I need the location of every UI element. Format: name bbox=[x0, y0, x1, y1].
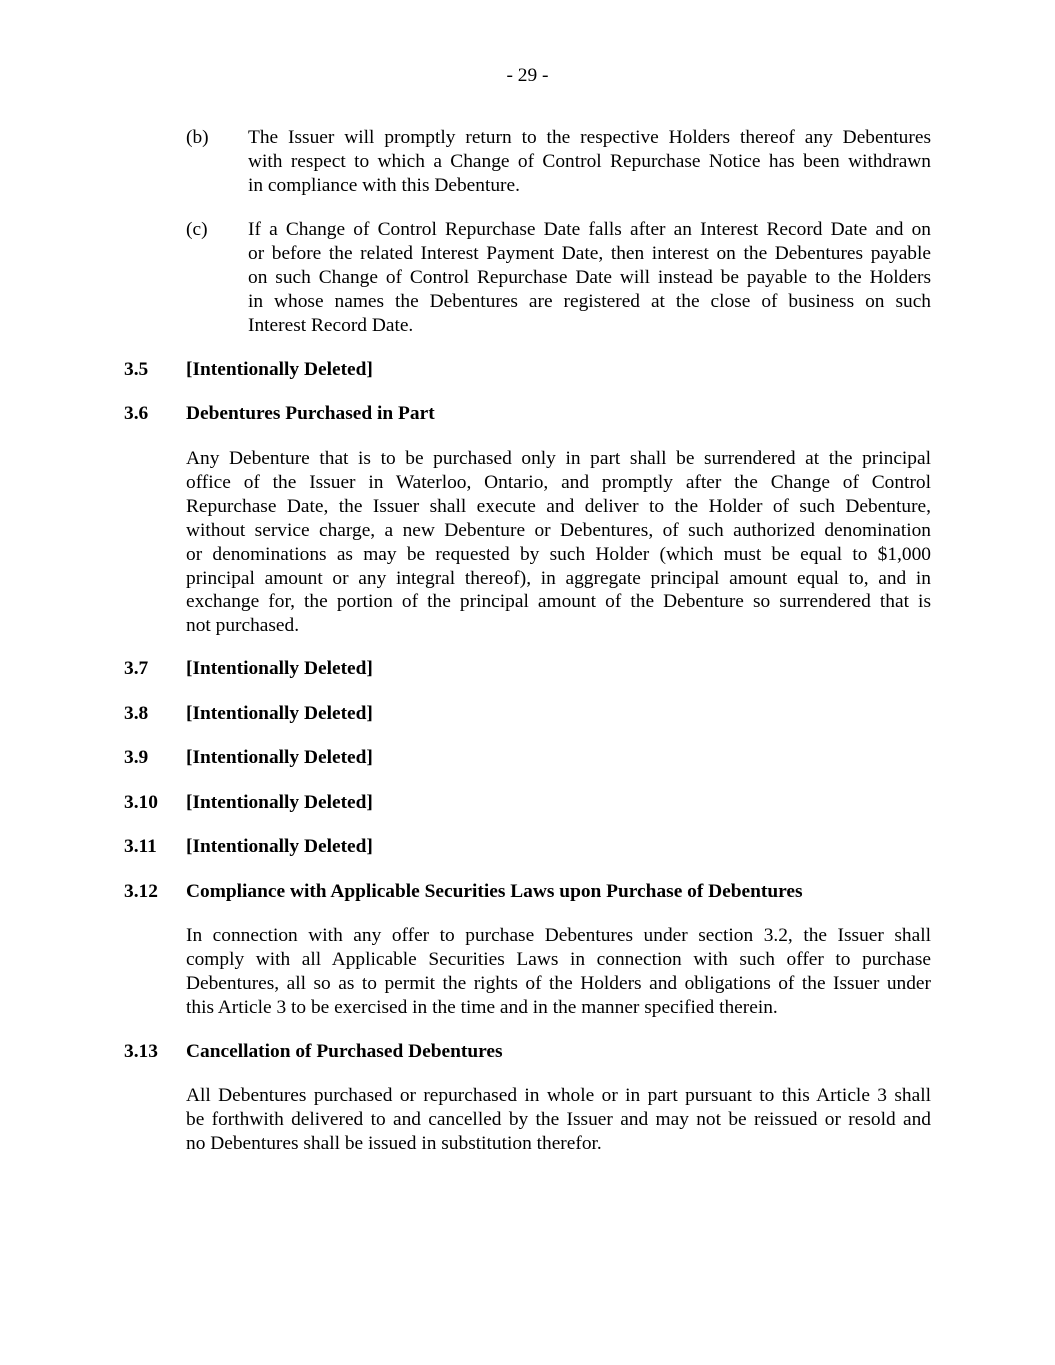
text-line: in whose names the Debentures are registered at the close of business on such bbox=[248, 290, 931, 312]
section-title: [Intentionally Deleted] bbox=[186, 836, 373, 857]
text-line: this Article 3 to be exercised in the time and in the manner specified therein. bbox=[186, 996, 778, 1018]
section-heading bbox=[124, 746, 373, 770]
text-line: or denominations as may be requested by such Holder (which must be equal to $1,000 bbox=[186, 543, 931, 565]
section-heading bbox=[124, 657, 373, 681]
section-number: 3.11 bbox=[124, 836, 157, 857]
text-line: not purchased. bbox=[186, 615, 300, 637]
text-line: principal amount or any integral thereof), in aggregate principal amount equal to, and in bbox=[186, 567, 931, 589]
section-heading bbox=[124, 835, 373, 859]
section-number: 3.5 bbox=[124, 359, 149, 380]
section-number: 3.13 bbox=[124, 1041, 158, 1062]
section-title: Compliance with Applicable Securities Laws upon Purchase of Debentures bbox=[186, 881, 803, 902]
text-line: in compliance with this Debenture. bbox=[248, 174, 520, 196]
section-number: 3.8 bbox=[124, 703, 149, 724]
item-text bbox=[248, 218, 931, 338]
text-line: without service charge, a new Debenture or Debentures, of such authorized denomination bbox=[186, 519, 931, 541]
text-line: The Issuer will promptly return to the respective Holders thereof any Debentures bbox=[248, 127, 931, 148]
section-title: [Intentionally Deleted] bbox=[186, 658, 373, 679]
text-line: If a Change of Control Repurchase Date falls after an Interest Record Date and on bbox=[248, 219, 931, 240]
section-number: 3.7 bbox=[124, 658, 149, 679]
list-item-b bbox=[186, 126, 931, 198]
section-number: 3.10 bbox=[124, 792, 158, 813]
text-line: on such Change of Control Repurchase Date will instead be payable to the Holders bbox=[248, 266, 931, 288]
text-line: In connection with any offer to purchase Debentures under section 3.2, the Issuer shall bbox=[186, 925, 931, 946]
section-body bbox=[186, 1084, 931, 1156]
section-number: 3.9 bbox=[124, 747, 149, 768]
text-line: Interest Record Date. bbox=[248, 314, 414, 336]
text-line: comply with all Applicable Securities Laws in connection with such offer to purchase bbox=[186, 948, 931, 970]
text-line: no Debentures shall be issued in substitution therefor. bbox=[186, 1132, 602, 1154]
section-body bbox=[186, 447, 931, 638]
section-heading bbox=[124, 1040, 503, 1064]
text-line: Repurchase Date, the Issuer shall execute and deliver to the Holder of such Debenture, bbox=[186, 495, 931, 517]
text-line: office of the Issuer in Waterloo, Ontario, and promptly after the Change of Control bbox=[186, 471, 931, 493]
page-number: - 29 - bbox=[506, 65, 549, 86]
section-title: Cancellation of Purchased Debentures bbox=[186, 1041, 503, 1062]
text-line: exchange for, the portion of the principal amount of the Debenture so surrendered that is bbox=[186, 591, 931, 613]
text-line: Debentures, all so as to permit the rights of the Holders and obligations of the Issuer under bbox=[186, 972, 931, 994]
text-line: Any Debenture that is to be purchased only in part shall be surrendered at the principal bbox=[186, 448, 931, 469]
section-title: [Intentionally Deleted] bbox=[186, 792, 373, 813]
section-title: [Intentionally Deleted] bbox=[186, 747, 373, 768]
item-marker: (b) bbox=[186, 127, 209, 148]
item-marker: (c) bbox=[186, 219, 208, 240]
text-line: or before the related Interest Payment Date, then interest on the Debentures payable bbox=[248, 242, 931, 264]
section-title: [Intentionally Deleted] bbox=[186, 359, 373, 380]
section-heading bbox=[124, 791, 373, 815]
section-heading bbox=[124, 702, 373, 726]
section-title: Debentures Purchased in Part bbox=[186, 403, 435, 424]
section-title: [Intentionally Deleted] bbox=[186, 703, 373, 724]
text-line: with respect to which a Change of Control Repurchase Notice has been withdrawn bbox=[248, 150, 931, 172]
section-number: 3.6 bbox=[124, 403, 149, 424]
section-body bbox=[186, 924, 931, 1020]
item-text bbox=[248, 126, 931, 198]
text-line: be forthwith delivered to and cancelled by the Issuer and may not be reissued or resold and bbox=[186, 1108, 931, 1130]
list-item-c bbox=[186, 218, 931, 338]
section-heading bbox=[124, 402, 435, 426]
section-heading bbox=[124, 880, 803, 904]
section-heading bbox=[124, 358, 373, 382]
text-line: All Debentures purchased or repurchased in whole or in part pursuant to this Article 3 shall bbox=[186, 1085, 931, 1106]
section-number: 3.12 bbox=[124, 881, 158, 902]
